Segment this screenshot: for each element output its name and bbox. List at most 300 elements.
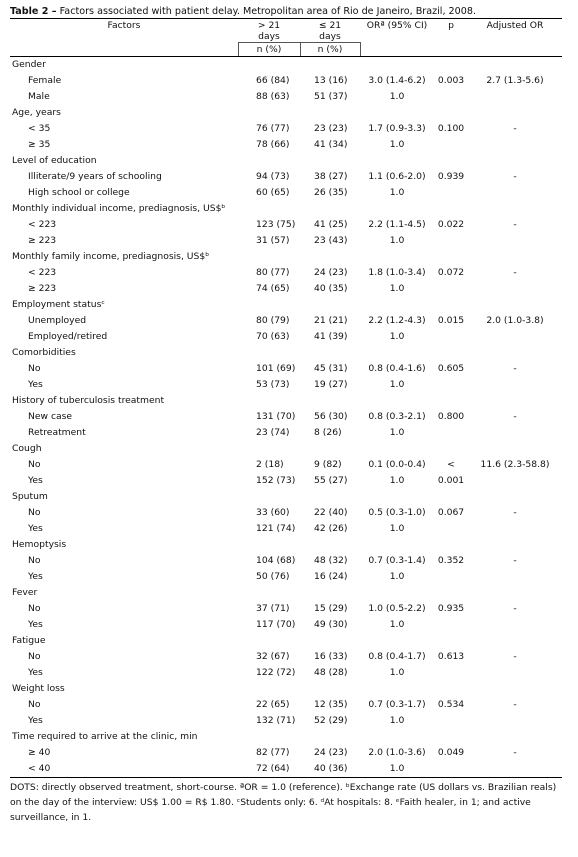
cell-or [360, 441, 434, 457]
cell-adjusted-or [468, 185, 562, 201]
cell-adjusted-or [468, 729, 562, 745]
cell-p: 0.534 [437, 699, 465, 710]
cell-le21: 16 (24) [314, 571, 348, 582]
cell-adjusted-or [468, 57, 562, 74]
cell-gt21: 32 (67) [256, 651, 290, 662]
cell-adjusted-or [468, 537, 562, 553]
cell-p [434, 665, 468, 681]
row-label: < 35 [28, 123, 51, 134]
cell-le21 [300, 633, 360, 649]
row-label: No [28, 507, 41, 518]
cell-le21 [300, 153, 360, 169]
cell-gt21 [238, 729, 300, 745]
cell-le21 [300, 57, 360, 74]
cell-le21: 23 (43) [314, 235, 348, 246]
table-row [10, 329, 562, 345]
table-row [10, 361, 562, 377]
cell-gt21 [238, 201, 300, 217]
cell-le21 [300, 729, 360, 745]
cell-adjusted-or [468, 521, 562, 537]
table-row [10, 553, 562, 569]
cell-adjusted-or [468, 617, 562, 633]
table-group-row [10, 153, 562, 169]
caption-text: Factors associated with patient delay. Metropolitan area of Rio de Janeiro, Brazil, 2008. [59, 6, 477, 17]
cell-p [434, 105, 468, 121]
cell-le21: 41 (39) [314, 331, 348, 342]
cell-gt21: 104 (68) [256, 555, 296, 566]
cell-le21: 42 (26) [314, 523, 348, 534]
cell-gt21 [238, 249, 300, 265]
table-row [10, 697, 562, 713]
row-label: High school or college [28, 187, 130, 198]
cell-adjusted-or [468, 89, 562, 105]
cell-or: 0.5 (0.3-1.0) [368, 507, 426, 518]
cell-adjusted-or [468, 201, 562, 217]
cell-p [434, 569, 468, 585]
cell-or: 1.0 [389, 139, 405, 150]
cell-le21: 24 (23) [314, 267, 348, 278]
cell-adjusted-or [468, 153, 562, 169]
row-label: < 223 [28, 267, 57, 278]
table-row [10, 665, 562, 681]
cell-p: 0.072 [437, 267, 465, 278]
header-n1: n (%) [238, 43, 300, 57]
cell-p [434, 249, 468, 265]
cell-le21: 41 (34) [314, 139, 348, 150]
cell-gt21: 33 (60) [256, 507, 290, 518]
row-label: No [28, 603, 41, 614]
row-label: Weight loss [12, 683, 65, 694]
cell-or: 0.7 (0.3-1.7) [368, 699, 426, 710]
cell-le21: 24 (23) [314, 747, 348, 758]
cell-or: 1.0 [389, 91, 405, 102]
row-label: Employed/retired [28, 331, 108, 342]
cell-or [360, 201, 434, 217]
table-row [10, 73, 562, 89]
cell-gt21: 22 (65) [256, 699, 290, 710]
cell-gt21 [238, 489, 300, 505]
cell-le21 [300, 105, 360, 121]
cell-adjusted-or: - [513, 363, 517, 374]
cell-adjusted-or [468, 473, 562, 489]
cell-gt21: 70 (63) [256, 331, 290, 342]
cell-p [434, 633, 468, 649]
table-group-row [10, 585, 562, 601]
cell-adjusted-or: - [513, 603, 517, 614]
cell-le21 [300, 537, 360, 553]
row-label: Yes [28, 523, 43, 534]
table-row [10, 473, 562, 489]
row-label: No [28, 699, 41, 710]
row-label: Sputum [12, 491, 48, 502]
cell-adjusted-or [468, 297, 562, 313]
cell-adjusted-or [468, 665, 562, 681]
cell-adjusted-or [468, 137, 562, 153]
cell-gt21 [238, 633, 300, 649]
cell-adjusted-or: - [513, 651, 517, 662]
header-adjusted-or: Adjusted OR [468, 19, 562, 43]
cell-p: 0.352 [437, 555, 465, 566]
cell-adjusted-or: 11.6 (2.3-58.8) [480, 459, 550, 470]
cell-adjusted-or [468, 233, 562, 249]
table-group-row [10, 249, 562, 265]
cell-adjusted-or [468, 633, 562, 649]
cell-or [360, 297, 434, 313]
row-label: Yes [28, 619, 43, 630]
row-label: Yes [28, 715, 43, 726]
cell-p: 0.100 [437, 123, 465, 134]
cell-adjusted-or [468, 489, 562, 505]
cell-adjusted-or: - [513, 507, 517, 518]
cell-adjusted-or: - [513, 267, 517, 278]
cell-gt21: 123 (75) [256, 219, 296, 230]
cell-gt21: 72 (64) [238, 761, 300, 778]
cell-gt21: 23 (74) [256, 427, 290, 438]
header-gt21-line2: days [258, 31, 280, 42]
cell-le21: 41 (25) [314, 219, 348, 230]
cell-adjusted-or [468, 569, 562, 585]
cell-adjusted-or [468, 425, 562, 441]
cell-p [434, 57, 468, 74]
cell-p: 0.049 [437, 747, 465, 758]
row-label: No [28, 555, 41, 566]
table-row [10, 217, 562, 233]
cell-gt21 [238, 441, 300, 457]
cell-le21: 16 (33) [314, 651, 348, 662]
cell-adjusted-or: - [513, 123, 517, 134]
row-label: No [28, 363, 41, 374]
cell-gt21: 80 (77) [256, 267, 290, 278]
cell-gt21: 66 (84) [256, 75, 290, 86]
cell-or: 1.0 [389, 187, 405, 198]
row-label: < 40 [10, 761, 238, 778]
row-label: Male [28, 91, 50, 102]
row-label: No [28, 459, 41, 470]
row-label: ≥ 223 [28, 283, 57, 294]
cell-or: 0.7 (0.3-1.4) [368, 555, 426, 566]
cell-le21: 45 (31) [314, 363, 348, 374]
table-row [10, 281, 562, 297]
cell-p: 0.067 [437, 507, 465, 518]
table-row [10, 569, 562, 585]
cell-or: 1.0 [389, 667, 405, 678]
cell-adjusted-or: - [513, 411, 517, 422]
cell-adjusted-or [468, 393, 562, 409]
row-label: ≥ 223 [28, 235, 57, 246]
row-label: Monthly family income, prediagnosis, US$ᵇ [12, 251, 210, 262]
cell-adjusted-or: 2.7 (1.3-5.6) [486, 75, 544, 86]
row-label: Hemoptysis [12, 539, 67, 550]
cell-or: 1.0 [389, 427, 405, 438]
header-or: ORª (95% CI) [360, 19, 434, 43]
cell-or: 2.2 (1.1-4.5) [368, 219, 426, 230]
cell-le21: 26 (35) [314, 187, 348, 198]
cell-or: 1.0 [389, 331, 405, 342]
row-label: Comorbidities [12, 347, 76, 358]
row-label: Fever [12, 587, 38, 598]
cell-gt21: 132 (71) [256, 715, 296, 726]
cell-or: 0.8 (0.4-1.7) [368, 651, 426, 662]
cell-le21: 48 (28) [314, 667, 348, 678]
cell-adjusted-or [468, 377, 562, 393]
table-group-row [10, 57, 562, 74]
row-label: New case [28, 411, 73, 422]
cell-or [360, 585, 434, 601]
cell-adjusted-or: 2.0 (1.0-3.8) [486, 315, 544, 326]
cell-p [434, 329, 468, 345]
cell-le21: 15 (29) [314, 603, 348, 614]
cell-gt21: 76 (77) [256, 123, 290, 134]
table-group-row [10, 297, 562, 313]
cell-or: 1.1 (0.6-2.0) [368, 171, 426, 182]
cell-le21: 55 (27) [314, 475, 348, 486]
cell-or [360, 537, 434, 553]
cell-or: 1.0 [389, 523, 405, 534]
cell-p: 0.800 [437, 411, 465, 422]
cell-p [434, 521, 468, 537]
header-n2: n (%) [300, 43, 360, 57]
cell-gt21: 53 (73) [256, 379, 290, 390]
cell-le21: 40 (35) [314, 283, 348, 294]
cell-p [434, 281, 468, 297]
cell-le21: 56 (30) [314, 411, 348, 422]
cell-or: 1.7 (0.9-3.3) [368, 123, 426, 134]
cell-or: 3.0 (1.4-6.2) [368, 75, 426, 86]
cell-gt21 [238, 537, 300, 553]
cell-gt21: 88 (63) [256, 91, 290, 102]
cell-adjusted-or [468, 249, 562, 265]
row-label: Fatigue [12, 635, 46, 646]
cell-p [434, 729, 468, 745]
row-label: Yes [28, 667, 43, 678]
header-le21 [300, 19, 360, 43]
row-label: History of tuberculosis treatment [12, 395, 165, 406]
table-row [10, 89, 562, 105]
table-row [10, 137, 562, 153]
cell-or [360, 681, 434, 697]
table-group-row [10, 633, 562, 649]
header-unit-row [10, 43, 562, 57]
row-label: < 223 [28, 219, 57, 230]
table-caption [10, 6, 562, 18]
cell-le21: 9 (82) [314, 459, 342, 470]
row-label: Yes [28, 379, 43, 390]
table-row [10, 425, 562, 441]
cell-le21 [300, 201, 360, 217]
cell-gt21: 78 (66) [256, 139, 290, 150]
cell-p: 0.935 [437, 603, 465, 614]
cell-p [434, 441, 468, 457]
cell-p [434, 201, 468, 217]
cell-gt21: 31 (57) [256, 235, 290, 246]
cell-or [360, 153, 434, 169]
cell-or [360, 729, 434, 745]
table-row [10, 121, 562, 137]
cell-adjusted-or: - [513, 555, 517, 566]
cell-adjusted-or [468, 105, 562, 121]
cell-le21: 13 (16) [314, 75, 348, 86]
table-group-row [10, 393, 562, 409]
table-row [10, 233, 562, 249]
header-gt21 [238, 19, 300, 43]
cell-p: 0.605 [437, 363, 465, 374]
cell-gt21: 117 (70) [256, 619, 296, 630]
table-group-row [10, 729, 562, 745]
table-row [10, 713, 562, 729]
cell-p: 0.939 [437, 171, 465, 182]
table-group-row [10, 537, 562, 553]
cell-p: < [447, 459, 455, 470]
row-label: Age, years [12, 107, 61, 118]
cell-gt21: 122 (72) [256, 667, 296, 678]
cell-adjusted-or [468, 281, 562, 297]
cell-p [434, 297, 468, 313]
cell-adjusted-or: - [513, 747, 517, 758]
cell-p [434, 585, 468, 601]
cell-p: 0.015 [437, 315, 465, 326]
cell-adjusted-or [468, 585, 562, 601]
cell-gt21: 94 (73) [256, 171, 290, 182]
cell-le21 [300, 681, 360, 697]
row-label: Illiterate/9 years of schooling [28, 171, 162, 182]
cell-gt21: 2 (18) [256, 459, 284, 470]
cell-or: 1.0 (0.5-2.2) [368, 603, 426, 614]
cell-p [434, 393, 468, 409]
cell-or: 1.0 [389, 715, 405, 726]
table-row [10, 745, 562, 761]
cell-or: 1.0 [389, 235, 405, 246]
cell-le21: 38 (27) [314, 171, 348, 182]
cell-p [434, 153, 468, 169]
cell-p [434, 537, 468, 553]
cell-gt21 [238, 153, 300, 169]
table-group-row [10, 681, 562, 697]
cell-p [434, 617, 468, 633]
cell-le21: 8 (26) [314, 427, 342, 438]
cell-gt21: 101 (69) [256, 363, 296, 374]
table-row [10, 761, 562, 778]
cell-le21: 49 (30) [314, 619, 348, 630]
cell-le21: 22 (40) [314, 507, 348, 518]
table-group-row [10, 201, 562, 217]
cell-p [434, 89, 468, 105]
cell-adjusted-or [468, 713, 562, 729]
cell-le21: 40 (36) [300, 761, 360, 778]
cell-adjusted-or [468, 681, 562, 697]
cell-p: 0.003 [437, 75, 465, 86]
cell-le21: 52 (29) [314, 715, 348, 726]
header-gt21-line1: > 21 [257, 20, 281, 31]
table-group-row [10, 489, 562, 505]
cell-gt21: 152 (73) [256, 475, 296, 486]
cell-le21: 21 (21) [314, 315, 348, 326]
row-label: Level of education [12, 155, 97, 166]
caption-label: Table 2 – [10, 6, 57, 17]
cell-p [434, 345, 468, 361]
cell-p [434, 137, 468, 153]
cell-or [360, 345, 434, 361]
cell-gt21: 37 (71) [256, 603, 290, 614]
cell-le21: 19 (27) [314, 379, 348, 390]
table-row [10, 185, 562, 201]
table-footnote: DOTS: directly observed treatment, short-course. ªOR = 1.0 (reference). ᵇExchange rate (US dollars vs. Brazilian reals) on the day of the interview: US$ 1.00 = R$ 1.80. ᶜStudents only: 6. ᵈAt hospitals: 8. ᵉFaith healer, in 1; and active surveillance, in 1. [10, 782, 557, 823]
row-label: Yes [28, 475, 43, 486]
cell-le21 [300, 345, 360, 361]
cell-le21: 12 (35) [314, 699, 348, 710]
header-row [10, 19, 562, 43]
cell-le21: 51 (37) [314, 91, 348, 102]
cell-gt21 [238, 345, 300, 361]
cell-p [434, 185, 468, 201]
cell-gt21 [238, 585, 300, 601]
table-row [10, 409, 562, 425]
cell-gt21: 80 (79) [256, 315, 290, 326]
cell-or [360, 489, 434, 505]
row-label: Time required to arrive at the clinic, min [12, 731, 198, 742]
table-row [10, 617, 562, 633]
cell-p [434, 761, 468, 778]
cell-or: 0.1 (0.0-0.4) [368, 459, 426, 470]
cell-adjusted-or [468, 761, 562, 778]
row-label: ≥ 35 [28, 139, 51, 150]
table-row [10, 649, 562, 665]
cell-p [434, 713, 468, 729]
cell-gt21 [238, 297, 300, 313]
row-label: No [28, 651, 41, 662]
cell-gt21: 60 (65) [256, 187, 290, 198]
cell-gt21 [238, 57, 300, 74]
table-row [10, 169, 562, 185]
cell-or: 1.0 [389, 619, 405, 630]
table-row [10, 457, 562, 473]
row-label: Monthly individual income, prediagnosis, US$ᵇ [12, 203, 226, 214]
cell-or: 1.0 [360, 761, 434, 778]
cell-adjusted-or: - [513, 219, 517, 230]
row-label: Unemployed [28, 315, 87, 326]
cell-gt21: 74 (65) [256, 283, 290, 294]
cell-le21 [300, 393, 360, 409]
cell-or: 1.0 [389, 571, 405, 582]
cell-or [360, 57, 434, 74]
cell-gt21 [238, 681, 300, 697]
cell-p [434, 377, 468, 393]
cell-adjusted-or [468, 345, 562, 361]
cell-p [434, 681, 468, 697]
table-container [10, 6, 562, 825]
cell-or [360, 633, 434, 649]
table-row [10, 265, 562, 281]
table-body [10, 57, 562, 778]
data-table [10, 18, 562, 778]
cell-or: 1.0 [389, 379, 405, 390]
cell-adjusted-or [468, 441, 562, 457]
cell-or [360, 105, 434, 121]
cell-or: 1.0 [389, 475, 405, 486]
cell-p: 0.001 [437, 475, 465, 486]
cell-gt21: 121 (74) [256, 523, 296, 534]
row-label: Employment statusᶜ [12, 299, 105, 310]
cell-or: 1.8 (1.0-3.4) [368, 267, 426, 278]
cell-gt21 [238, 105, 300, 121]
table-row [10, 505, 562, 521]
cell-or: 2.2 (1.2-4.3) [368, 315, 426, 326]
cell-or: 2.0 (1.0-3.6) [368, 747, 426, 758]
cell-gt21: 50 (76) [256, 571, 290, 582]
cell-le21 [300, 585, 360, 601]
table-row [10, 313, 562, 329]
table-group-row [10, 345, 562, 361]
cell-p [434, 489, 468, 505]
